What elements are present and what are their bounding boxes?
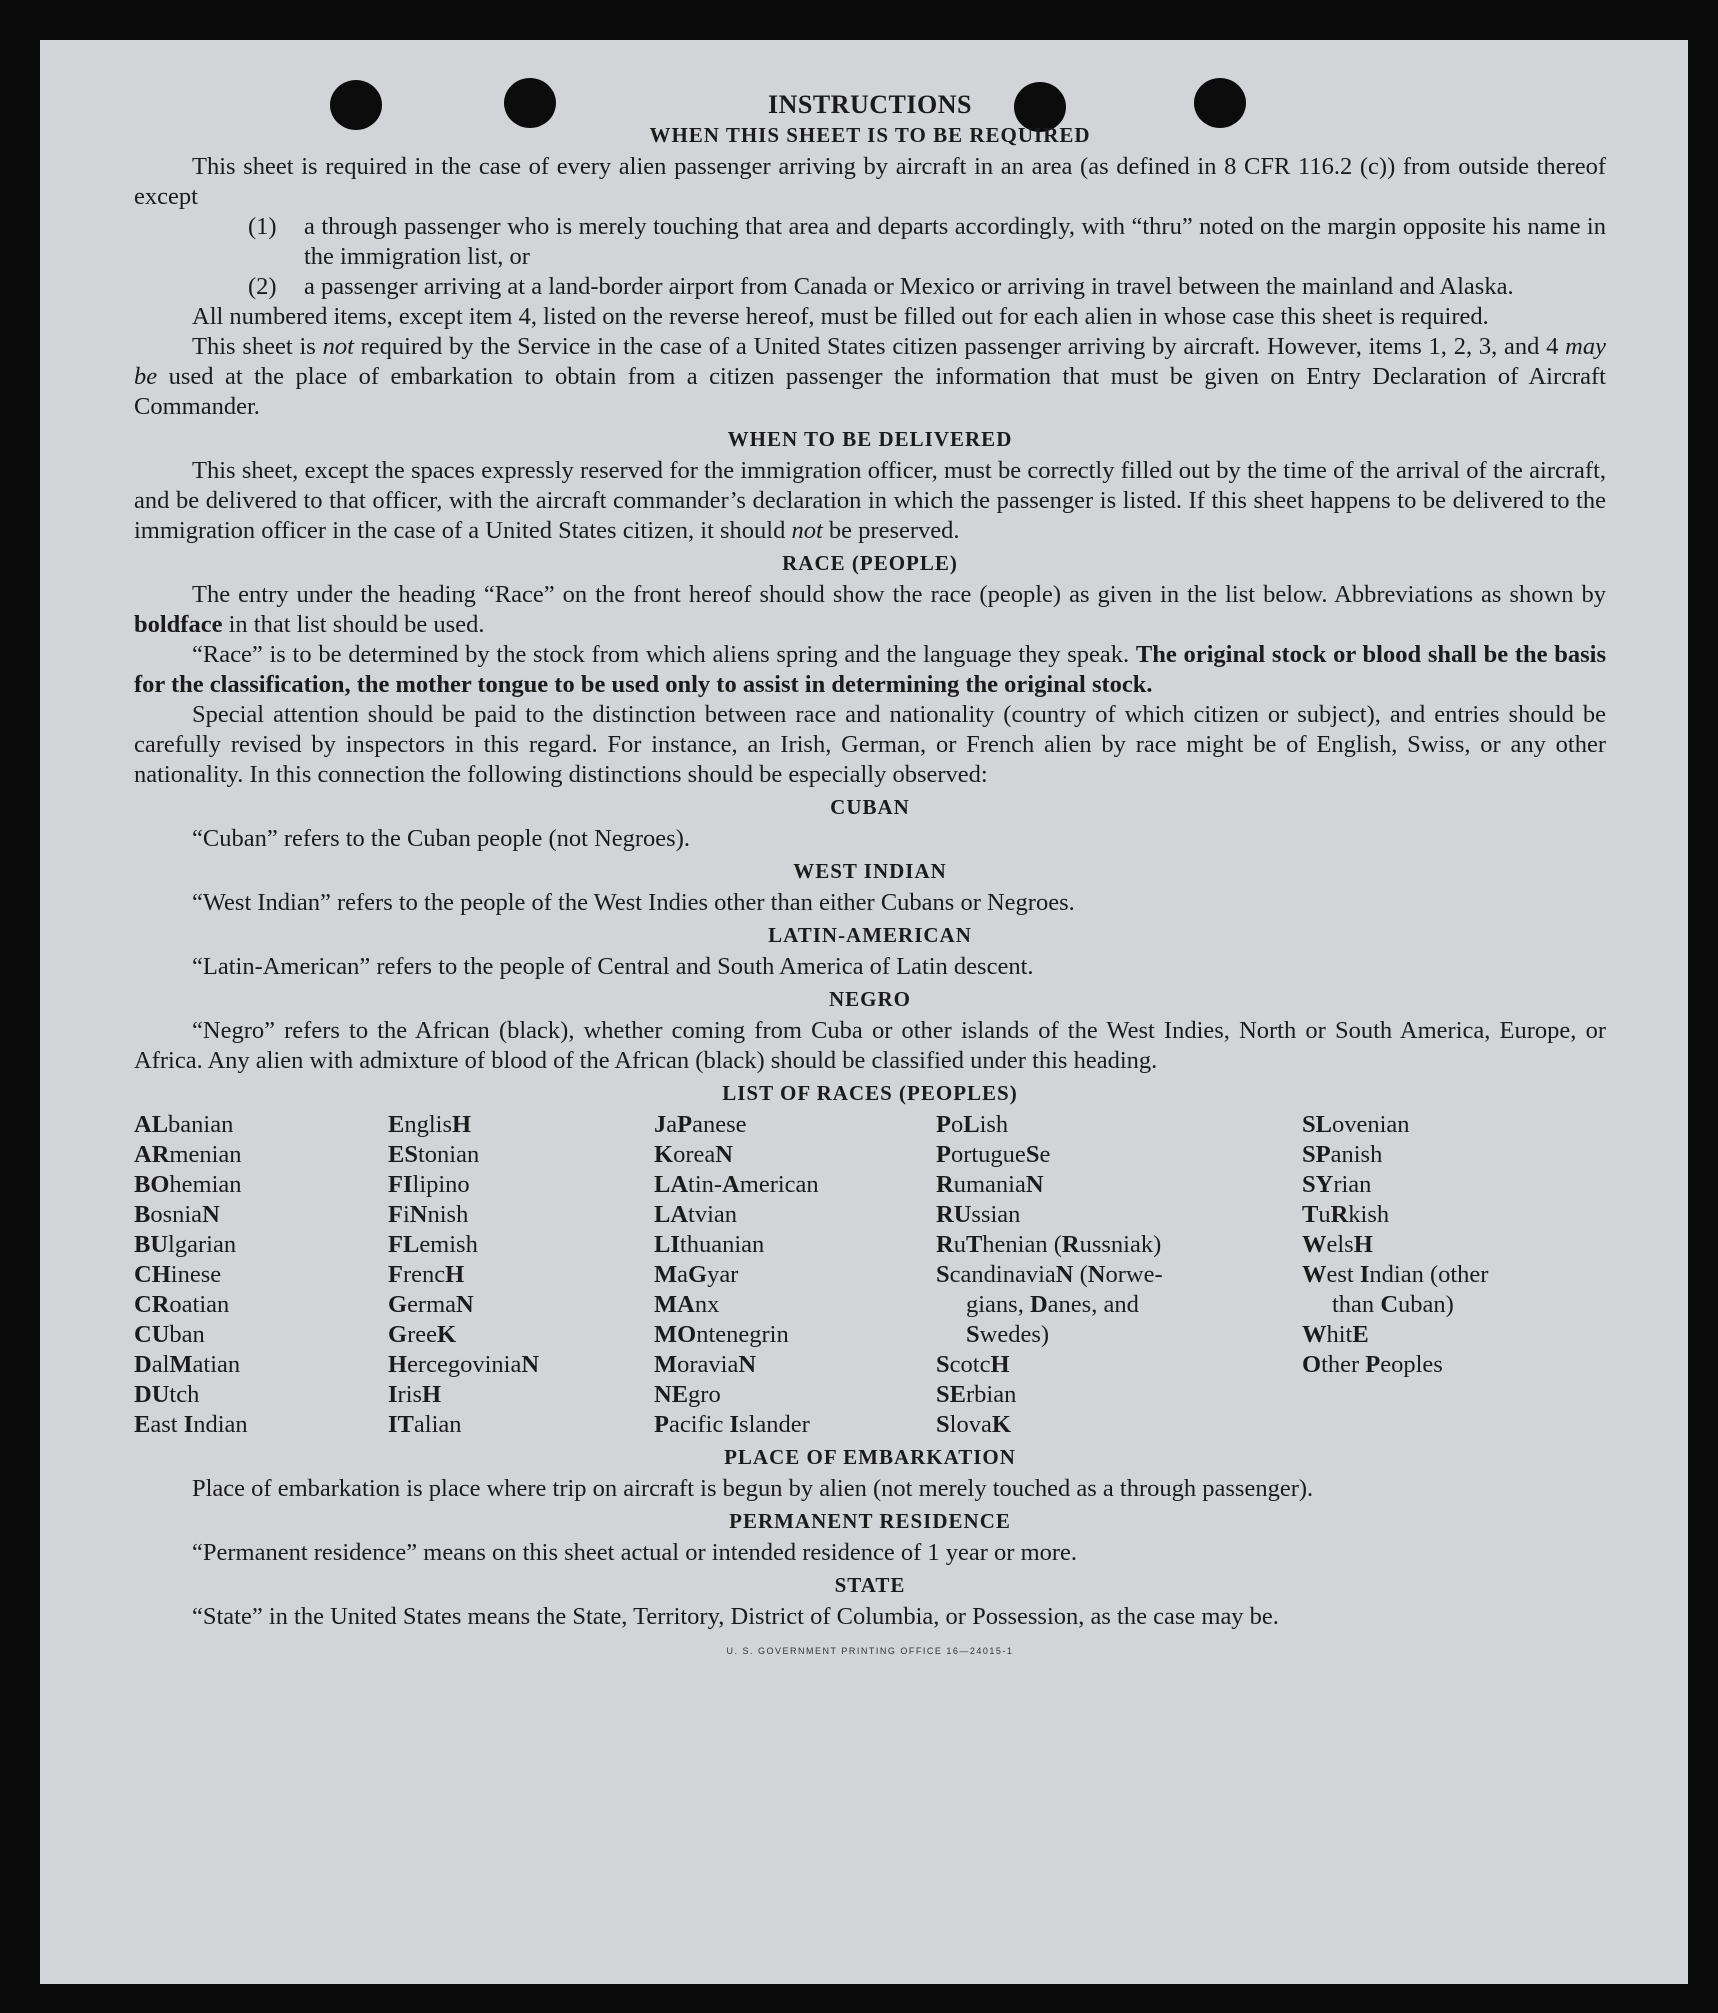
paragraph: “Negro” refers to the African (black), whether coming from Cuba or other islands of the West Indies, North or South America, Europe, or Africa. Any alien with admixture of blood of the African (black) should be classified under this heading.: [134, 1017, 1606, 1074]
section-heading-race: RACE (PEOPLE): [782, 551, 958, 575]
paragraph: [134, 640, 1606, 700]
printer-imprint: U. S. GOVERNMENT PRINTING OFFICE 16—24015-1: [726, 1646, 1014, 1656]
race-item: FrencH: [388, 1261, 465, 1288]
numbered-item: [134, 272, 1606, 302]
race-item: FIlipino: [388, 1171, 470, 1198]
race-item: MOntenegrin: [654, 1321, 789, 1348]
race-column: [134, 1110, 388, 1440]
race-column: [388, 1110, 654, 1440]
paragraph: “State” in the United States means the State, Territory, District of Columbia, or Possession, as the case may be.: [192, 1603, 1279, 1630]
race-item: KoreaN: [654, 1141, 733, 1168]
item-text: a passenger arriving at a land-border airport from Canada or Mexico or arriving in travel between the mainland and Alaska.: [304, 273, 1514, 300]
paragraph: [134, 332, 1606, 422]
paragraph: [134, 456, 1606, 546]
item-text: a through passenger who is merely touching that area and departs accordingly, with “thru” noted on the margin opposite his name in the immigration list, or: [304, 213, 1606, 270]
race-item: MoraviaN: [654, 1351, 757, 1378]
race-item: ITalian: [388, 1411, 462, 1438]
race-column: [1302, 1110, 1606, 1440]
emphasis-text: not: [791, 517, 823, 544]
race-item: BosniaN: [134, 1201, 220, 1228]
race-item: than Cuban): [1332, 1291, 1454, 1318]
race-item: SYrian: [1302, 1171, 1372, 1198]
race-column: [936, 1110, 1302, 1440]
race-item: GermaN: [388, 1291, 474, 1318]
race-item: gians, Danes, and: [966, 1291, 1139, 1318]
race-item: FLemish: [388, 1231, 478, 1258]
race-item: BOhemian: [134, 1171, 242, 1198]
paragraph: This sheet is required in the case of every alien passenger arriving by aircraft in an area (as defined in 8 CFR 116.2 (c)) from outside thereof except: [134, 153, 1606, 210]
race-item: JaPanese: [654, 1111, 747, 1138]
section-heading-list: LIST OF RACES (PEOPLES): [722, 1081, 1018, 1105]
race-item: RUssian: [936, 1201, 1021, 1228]
paragraph: Place of embarkation is place where trip on aircraft is begun by alien (not merely touched as a through passenger).: [192, 1475, 1314, 1502]
text-run: This sheet, except the spaces expressly reserved for the immigration officer, must be correctly filled out by the time of the arrival of the aircraft, and be delivered to that officer, with the aircraft commander’s declaration in which the passenger is listed. If this sheet happens to be delivered to the immigration officer in the case of a United States citizen, it should: [134, 457, 1606, 544]
race-item: Swedes): [966, 1321, 1050, 1348]
emphasis-text: may be: [134, 333, 1606, 390]
race-item: SErbian: [936, 1381, 1017, 1408]
race-item: HercegoviniaN: [388, 1351, 540, 1378]
race-item: RuThenian (Russniak): [936, 1231, 1162, 1258]
race-item: DUtch: [134, 1381, 200, 1408]
paragraph: All numbered items, except item 4, listed on the reverse hereof, must be filled out for each alien in whose case this sheet is required.: [192, 303, 1489, 330]
text-run: in that list should be used.: [222, 611, 485, 638]
race-item: LAtin-American: [654, 1171, 819, 1198]
race-item: DalMatian: [134, 1351, 241, 1378]
numbered-item: [134, 212, 1606, 272]
race-item: PortugueSe: [936, 1141, 1051, 1168]
race-item: ARmenian: [134, 1141, 242, 1168]
race-column: [654, 1110, 936, 1440]
section-heading-latin-american: LATIN-AMERICAN: [768, 923, 972, 947]
race-item: IrisH: [388, 1381, 442, 1408]
item-number: (1): [248, 213, 277, 240]
race-item: ScandinaviaN (Norwe-: [936, 1261, 1163, 1288]
section-heading-embarkation: PLACE OF EMBARKATION: [724, 1445, 1016, 1469]
text-run: required by the Service in the case of a United States citizen passenger arriving by aircraft. However, items 1, 2, 3, and 4: [353, 333, 1566, 360]
document-sheet: [40, 40, 1688, 1984]
page-title: INSTRUCTIONS: [768, 90, 972, 119]
paragraph: Special attention should be paid to the distinction between race and nationality (country of which citizen or subject), and entries should be carefully revised by inspectors in this regard. For instance, an Irish, German, or French alien by race might be of English, Swiss, or any other nationality. In this connection the following distinctions should be especially observed:: [134, 701, 1606, 788]
race-item: BUlgarian: [134, 1231, 237, 1258]
section-heading-negro: NEGRO: [828, 987, 911, 1011]
race-item: NEgro: [654, 1381, 721, 1408]
race-item: EnglisH: [388, 1111, 472, 1138]
text-run: “Race” is to be determined by the stock from which aliens spring and the language they speak.: [192, 641, 1136, 668]
section-heading-cuban: CUBAN: [830, 795, 910, 819]
section-heading-delivered: WHEN TO BE DELIVERED: [727, 427, 1013, 451]
race-item: Other Peoples: [1302, 1351, 1443, 1378]
text-run: The entry under the heading “Race” on the front hereof should show the race (people) as given in the list below. Abbreviations as shown by: [192, 581, 1606, 608]
race-item: East Indian: [134, 1411, 248, 1438]
paragraph: “Latin-American” refers to the people of Central and South America of Latin descent.: [192, 953, 1034, 980]
paragraph: “West Indian” refers to the people of the West Indies other than either Cubans or Negroes.: [192, 889, 1075, 916]
race-item: LAtvian: [654, 1201, 738, 1228]
race-list: [134, 1110, 1606, 1440]
text-run: used at the place of embarkation to obtain from a citizen passenger the information that must be given on Entry Declaration of Aircraft Commander.: [134, 363, 1606, 420]
race-item: LIthuanian: [654, 1231, 765, 1258]
race-item: ALbanian: [134, 1111, 234, 1138]
race-item: FiNnish: [388, 1201, 469, 1228]
race-item: EStonian: [388, 1141, 480, 1168]
race-item: West Indian (other: [1302, 1261, 1489, 1288]
text-run: be preserved.: [822, 517, 960, 544]
race-item: CUban: [134, 1321, 205, 1348]
paragraph: “Cuban” refers to the Cuban people (not Negroes).: [192, 825, 690, 852]
race-item: WelsH: [1302, 1231, 1373, 1258]
race-item: MAnx: [654, 1291, 720, 1318]
bold-text: boldface: [134, 611, 223, 638]
section-heading-west-indian: WEST INDIAN: [793, 859, 947, 883]
race-item: Pacific Islander: [654, 1411, 810, 1438]
section-heading-residence: PERMANENT RESIDENCE: [729, 1509, 1011, 1533]
race-item: SlovaK: [936, 1411, 1011, 1438]
race-item: PoLish: [936, 1111, 1009, 1138]
race-item: SPanish: [1302, 1141, 1383, 1168]
emphasis-text: not: [322, 333, 354, 360]
item-number: (2): [248, 273, 277, 300]
race-item: GreeK: [388, 1321, 457, 1348]
race-item: SLovenian: [1302, 1111, 1410, 1138]
bold-text: The original stock or blood shall be the basis for the classification, the mother tongue to be used only to assist in determining the original stock.: [134, 641, 1606, 698]
document-content: [134, 88, 1606, 1656]
race-item: TuRkish: [1302, 1201, 1390, 1228]
race-item: MaGyar: [654, 1261, 739, 1288]
race-item: ScotcH: [936, 1351, 1010, 1378]
paragraph: [134, 580, 1606, 640]
text-run: This sheet is: [192, 333, 323, 360]
race-item: WhitE: [1302, 1321, 1369, 1348]
race-item: CHinese: [134, 1261, 222, 1288]
race-item: RumaniaN: [936, 1171, 1044, 1198]
section-heading-required: WHEN THIS SHEET IS TO BE REQUIRED: [649, 123, 1091, 147]
race-item: CRoatian: [134, 1291, 230, 1318]
paragraph: “Permanent residence” means on this sheet actual or intended residence of 1 year or more.: [192, 1539, 1078, 1566]
section-heading-state: STATE: [834, 1573, 906, 1597]
